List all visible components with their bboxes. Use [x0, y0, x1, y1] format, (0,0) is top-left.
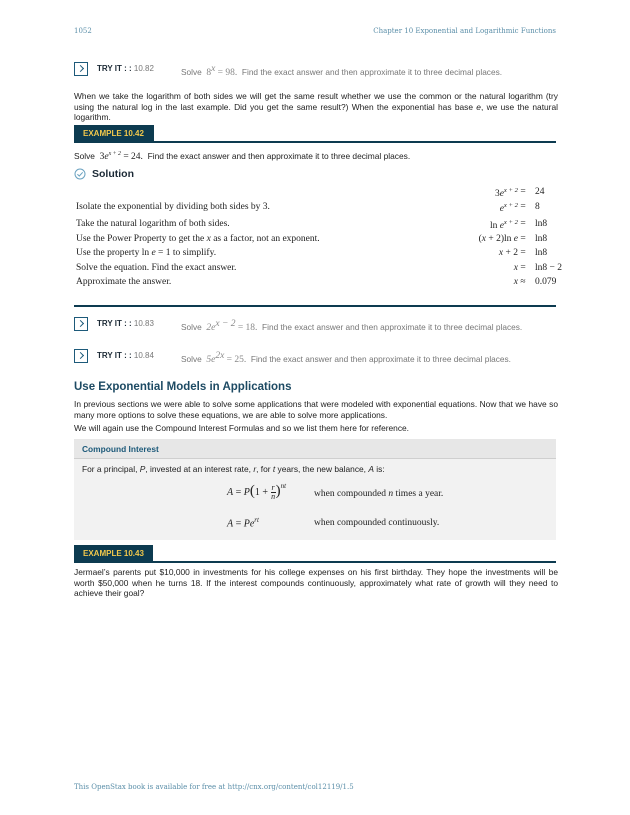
section-paragraph: In previous sections we were able to solve some applications that were modeled with exponential equations. Now that we have so many more options to solve these equations, we are able to solve more applications. [74, 399, 558, 420]
compound-formula-n-text: when compounded n times a year. [314, 489, 444, 499]
solution-step: Approximate the answer. x ≈ 0.079 [76, 277, 557, 287]
solution-step: Take the natural logarithm of both sides. $\ln e^{x + 2}$ = ln8 [76, 219, 548, 232]
solution-heading: Solution [92, 168, 134, 180]
example-10-42-problem: Solve $3e^{x + 2} = 24$. Find the exact answer and then approximate it to three decimal places. [74, 151, 411, 162]
example-divider [74, 561, 556, 563]
intro-paragraph: When we take the logarithm of both sides we will get the same result whether we use the common or the natural logarithm (try using the natural log in the last example. Did you get the same result?) When the exponential has base e, we use the natural logarithm. [74, 91, 558, 122]
page-number: 1052 [74, 27, 92, 35]
solution-step: Isolate the exponential by dividing both sides by 3. $e^{x + 2}$ = 8 [76, 202, 540, 215]
example-divider [74, 141, 556, 143]
compound-formula-continuous: $A = Pe^{rt}$ [227, 516, 259, 530]
try-it-label: TRY IT : : 10.83 [97, 319, 154, 328]
example-10-42-label: EXAMPLE 10.42 [74, 125, 154, 143]
try-it-label: TRY IT : : 10.82 [97, 64, 154, 73]
footer-text: This OpenStax book is available for free at http://cnx.org/content/col12119/1.5 [74, 783, 354, 791]
compound-interest-title: Compound Interest [82, 444, 159, 454]
try-it-problem: Solve $5e^{2x} = 25$. Find the exact answer and then approximate it to three decimal places. [181, 351, 511, 365]
compound-interest-intro: For a principal, P, invested at an interest rate, r, for t years, the new balance, A is: [82, 464, 385, 474]
chevron-right-icon[interactable] [74, 349, 88, 363]
solution-step: $3e^{x + 2}$ = 24 [494, 187, 545, 200]
chevron-right-icon[interactable] [74, 62, 88, 76]
example-10-43-label: EXAMPLE 10.43 [74, 545, 153, 563]
try-it-10-84 [74, 349, 556, 365]
check-circle-icon [74, 167, 86, 179]
try-it-10-82 [74, 62, 556, 78]
compound-formula-n-times: A = P(1 + $\frac{r}{n}$ )$^{nt}$ [227, 481, 287, 502]
chapter-title: Chapter 10 Exponential and Logarithmic Functions [373, 27, 556, 35]
try-it-problem: Solve 8$^x$ = 98. Find the exact answer and then approximate it to three decimal places. [181, 64, 503, 78]
solution-step: Solve the equation. Find the exact answer. x = ln8 − 2 [76, 263, 562, 273]
try-it-10-83 [74, 317, 556, 333]
chevron-right-icon[interactable] [74, 317, 88, 331]
example-10-43-problem: Jermael’s parents put $10,000 in investments for his college expenses on his first birthday. They hope the investments will be worth $50,000 when he turns 18. If the interest compounds continuously, approximately what rate of growth will they need to achieve their goal? [74, 567, 558, 598]
try-it-problem: Solve $2e^{x - 2} = 18$. Find the exact answer and then approximate it to three decimal places. [181, 319, 523, 333]
section-paragraph-reference: We will again use the Compound Interest Formulas and so we list them here for reference. [74, 423, 410, 433]
try-it-label: TRY IT : : 10.84 [97, 351, 154, 360]
example-end-divider [74, 305, 556, 307]
solution-step: Use the Power Property to get the x as a factor, not an exponent. (x + 2)ln e = ln8 [76, 234, 548, 244]
section-heading: Use Exponential Models in Applications [74, 381, 292, 393]
solution-step: Use the property ln e = 1 to simplify. x + 2 = ln8 [76, 248, 548, 258]
compound-formula-continuous-text: when compounded continuously. [314, 518, 440, 528]
solution-steps [76, 187, 562, 297]
